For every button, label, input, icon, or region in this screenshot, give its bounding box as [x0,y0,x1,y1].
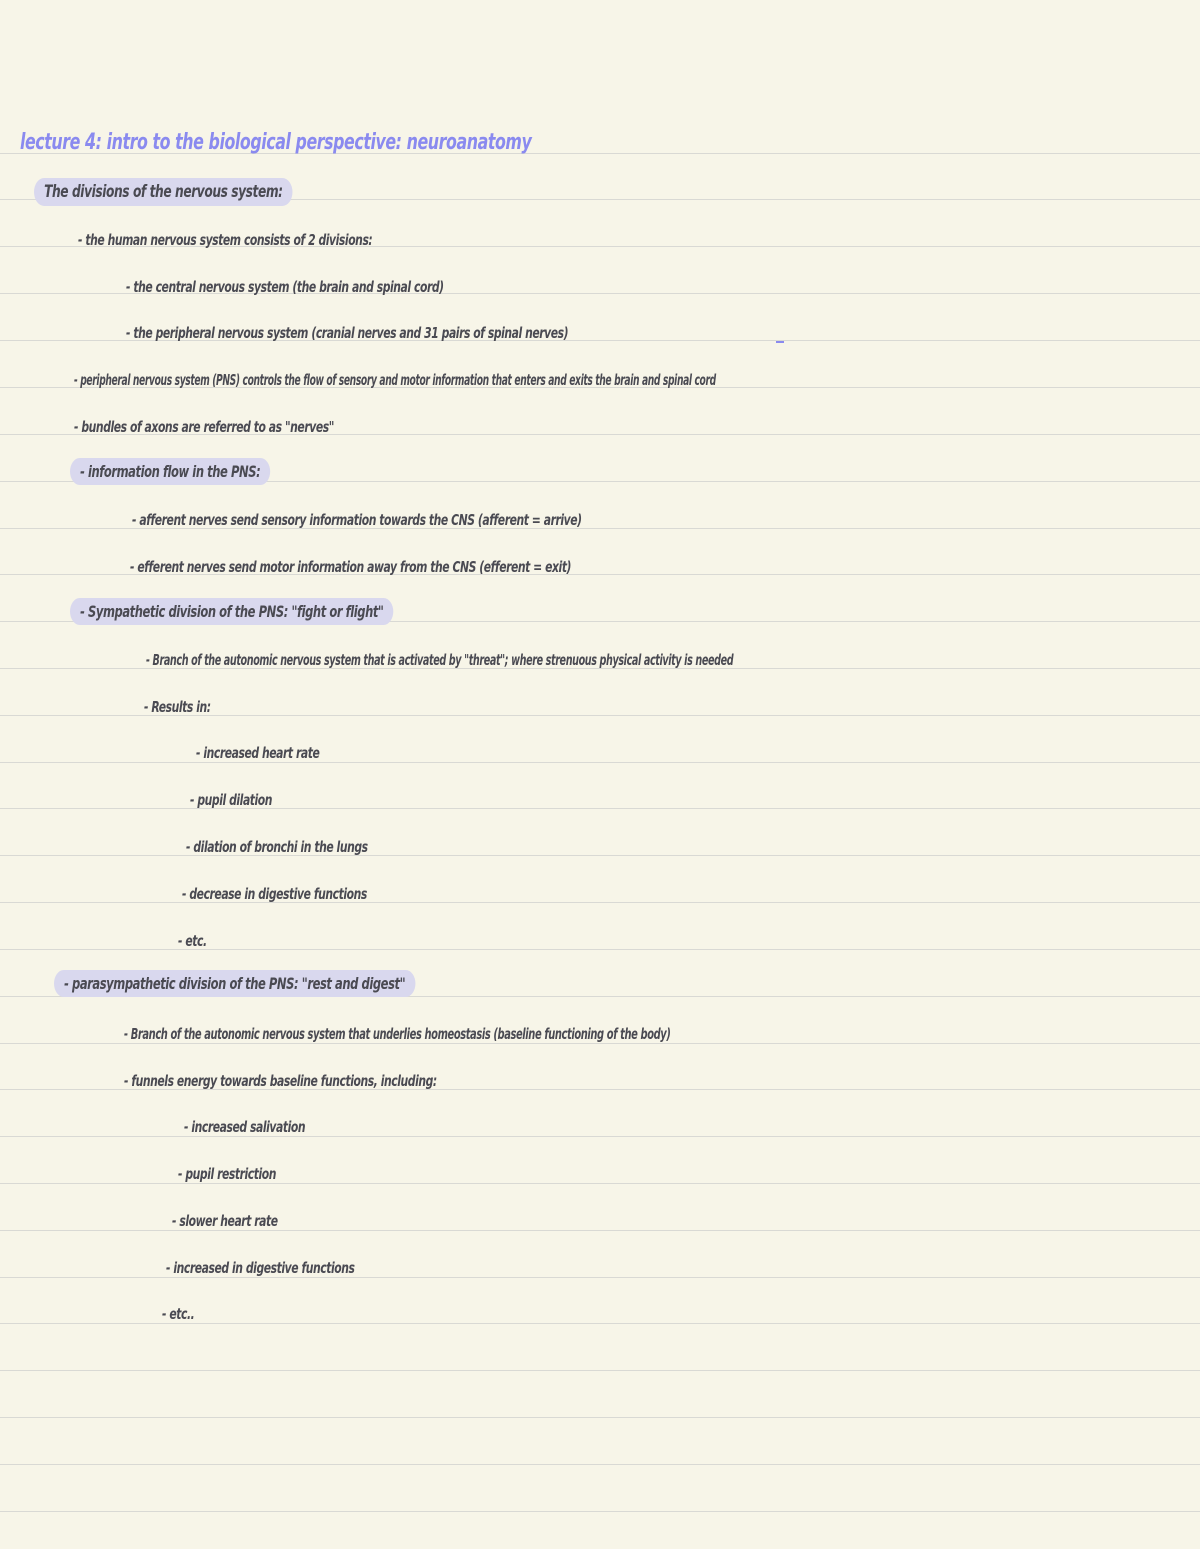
ruled-line [0,902,1200,903]
pen-stroke-mark [776,341,784,343]
note-line: - decrease in digestive functions [182,885,367,903]
note-line: - efferent nerves send motor information away from the CNS (efferent = exit) [130,558,572,576]
ruled-line [0,1511,1200,1512]
ruled-line [0,855,1200,856]
note-line: - pupil dilation [190,791,273,809]
note-line: - afferent nerves send sensory information towards the CNS (afferent = arrive) [132,511,582,529]
note-line: - slower heart rate [172,1212,278,1230]
ruled-line [0,1323,1200,1324]
ruled-line [0,762,1200,763]
ruled-line [0,1230,1200,1231]
note-line: - etc.. [162,1305,195,1323]
note-line: - the peripheral nervous system (cranial nerves and 31 pairs of spinal nerves) [126,324,569,342]
ruled-line [0,1277,1200,1278]
note-line: - etc. [178,932,207,950]
section-heading-parasympathetic: - parasympathetic division of the PNS: "rest and digest" [54,970,415,997]
section-heading-divisions: The divisions of the nervous system: [34,178,293,206]
note-line: - bundles of axons are referred to as "nerves" [74,418,334,436]
note-line: - Results in: [144,698,211,716]
note-line: - increased heart rate [196,744,320,762]
note-line: - the central nervous system (the brain and spinal cord) [126,278,444,296]
ruled-line [0,1136,1200,1137]
note-line: - funnels energy towards baseline functions, including: [124,1072,437,1090]
note-line: - the human nervous system consists of 2 divisions: [78,231,373,249]
note-line: - dilation of bronchi in the lungs [186,838,368,856]
ruled-line [0,1370,1200,1371]
note-line: - peripheral nervous system (PNS) controls the flow of sensory and motor information that enters and exits the brain and spinal cord [74,371,716,389]
ruled-line [0,1183,1200,1184]
ruled-line [0,1043,1200,1044]
section-heading-info-flow: - information flow in the PNS: [70,458,270,485]
note-line: - increased salivation [184,1118,306,1136]
lecture-title: lecture 4: intro to the biological perspective: neuroanatomy [20,130,532,155]
note-line: - pupil restriction [178,1165,276,1183]
section-heading-sympathetic: - Sympathetic division of the PNS: "fight or flight" [70,598,394,625]
note-line: - Branch of the autonomic nervous system that is activated by "threat"; where strenuous physical activity is needed [146,651,734,669]
note-line: - Branch of the autonomic nervous system that underlies homeostasis (baseline functioning of the body) [124,1025,671,1043]
ruled-line [0,1417,1200,1418]
ruled-line [0,1464,1200,1465]
note-line: - increased in digestive functions [166,1259,355,1277]
ruled-line [0,808,1200,809]
